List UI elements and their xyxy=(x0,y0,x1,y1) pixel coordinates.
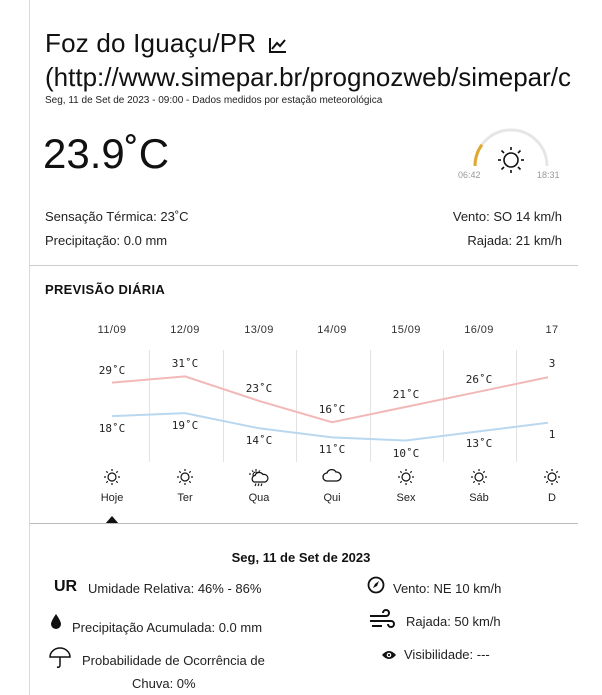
probabilidade-chuva-l1: Probabilidade de Ocorrência de xyxy=(82,653,265,668)
forecast-min-temp: 18˚C xyxy=(98,422,126,436)
umidade-relativa: Umidade Relativa: 46% - 86% xyxy=(88,581,262,596)
ur-icon: UR xyxy=(54,578,78,595)
vento-previsto: Vento: NE 10 km/h xyxy=(393,581,502,596)
forecast-date: 11/09 xyxy=(97,324,127,336)
precipitacao-acumulada: Precipitação Acumulada: 0.0 mm xyxy=(72,620,263,635)
forecast-min-temp: 19˚C xyxy=(171,419,199,433)
forecast-max-temp: 16˚C xyxy=(318,403,346,417)
forecast-max-temp: 26˚C xyxy=(465,372,493,386)
divider xyxy=(30,265,578,266)
sensacao-termica: Sensação Térmica: 23˚C xyxy=(45,209,189,224)
compass-icon xyxy=(367,576,385,599)
umbrella-icon xyxy=(48,647,72,674)
visibilidade: Visibilidade: --- xyxy=(404,647,490,662)
drop-icon xyxy=(50,613,62,634)
sun-arc-progress xyxy=(475,145,482,166)
forecast-min-temp: 10˚C xyxy=(392,446,420,460)
source-url[interactable]: (http://www.simepar.br/prognozweb/simepar/c xyxy=(45,62,571,92)
location-title[interactable] xyxy=(45,28,288,61)
precipitacao: Precipitação: 0.0 mm xyxy=(45,233,168,248)
forecast-divider xyxy=(30,523,578,524)
forecast-date: 16/09 xyxy=(464,324,494,336)
rajada-prevista: Rajada: 50 km/h xyxy=(406,614,501,629)
rajada-atual: Rajada: 21 km/h xyxy=(467,233,562,248)
forecast-min-temp: 1 xyxy=(548,428,556,442)
forecast-day-name: D xyxy=(548,492,556,504)
forecast-min-temp: 13˚C xyxy=(465,437,493,451)
vento-atual: Vento: SO 14 km/h xyxy=(452,209,562,224)
sun-arc-widget xyxy=(455,120,565,185)
sun-icon xyxy=(498,147,524,173)
sunset-time: 18:31 xyxy=(537,170,560,180)
forecast-max-temp: 29˚C xyxy=(98,363,126,377)
forecast-date: 15/09 xyxy=(391,324,421,336)
forecast-max-temp: 31˚C xyxy=(171,357,199,371)
forecast-min-temp: 14˚C xyxy=(245,434,273,448)
forecast-day-name: Qui xyxy=(323,492,341,504)
forecast-day-name: Hoje xyxy=(100,492,124,504)
detail-date: Seg, 11 de Set de 2023 xyxy=(231,550,371,565)
forecast-date: 14/09 xyxy=(317,324,347,336)
eye-icon xyxy=(381,648,397,666)
sunrise-time: 06:42 xyxy=(458,170,481,180)
forecast-day-name: Ter xyxy=(177,492,193,504)
forecast-day-name: Sex xyxy=(396,492,416,504)
current-temperature: 23.9˚C xyxy=(43,130,170,177)
forecast-date: 13/09 xyxy=(244,324,274,336)
forecast-max-temp: 23˚C xyxy=(245,381,273,395)
trend-chart-icon[interactable] xyxy=(268,30,288,61)
forecast-day-name: Qua xyxy=(248,492,270,504)
location-title-text[interactable]: Foz do Iguaçu/PR xyxy=(45,28,257,58)
measurement-meta: Seg, 11 de Set de 2023 - 09:00 - Dados medidos por estação meteorológica xyxy=(45,95,383,106)
forecast-day-name: Sáb xyxy=(469,492,489,504)
probabilidade-chuva-l2: Chuva: 0% xyxy=(132,676,196,691)
wind-gust-icon xyxy=(368,610,396,635)
forecast-min-temp: 11˚C xyxy=(318,443,346,457)
forecast-max-temp: 3 xyxy=(548,357,556,371)
forecast-title: PREVISÃO DIÁRIA xyxy=(45,282,166,297)
forecast-date: 12/09 xyxy=(170,324,200,336)
forecast-date: 17 xyxy=(545,324,559,336)
forecast-max-temp: 21˚C xyxy=(392,387,420,401)
